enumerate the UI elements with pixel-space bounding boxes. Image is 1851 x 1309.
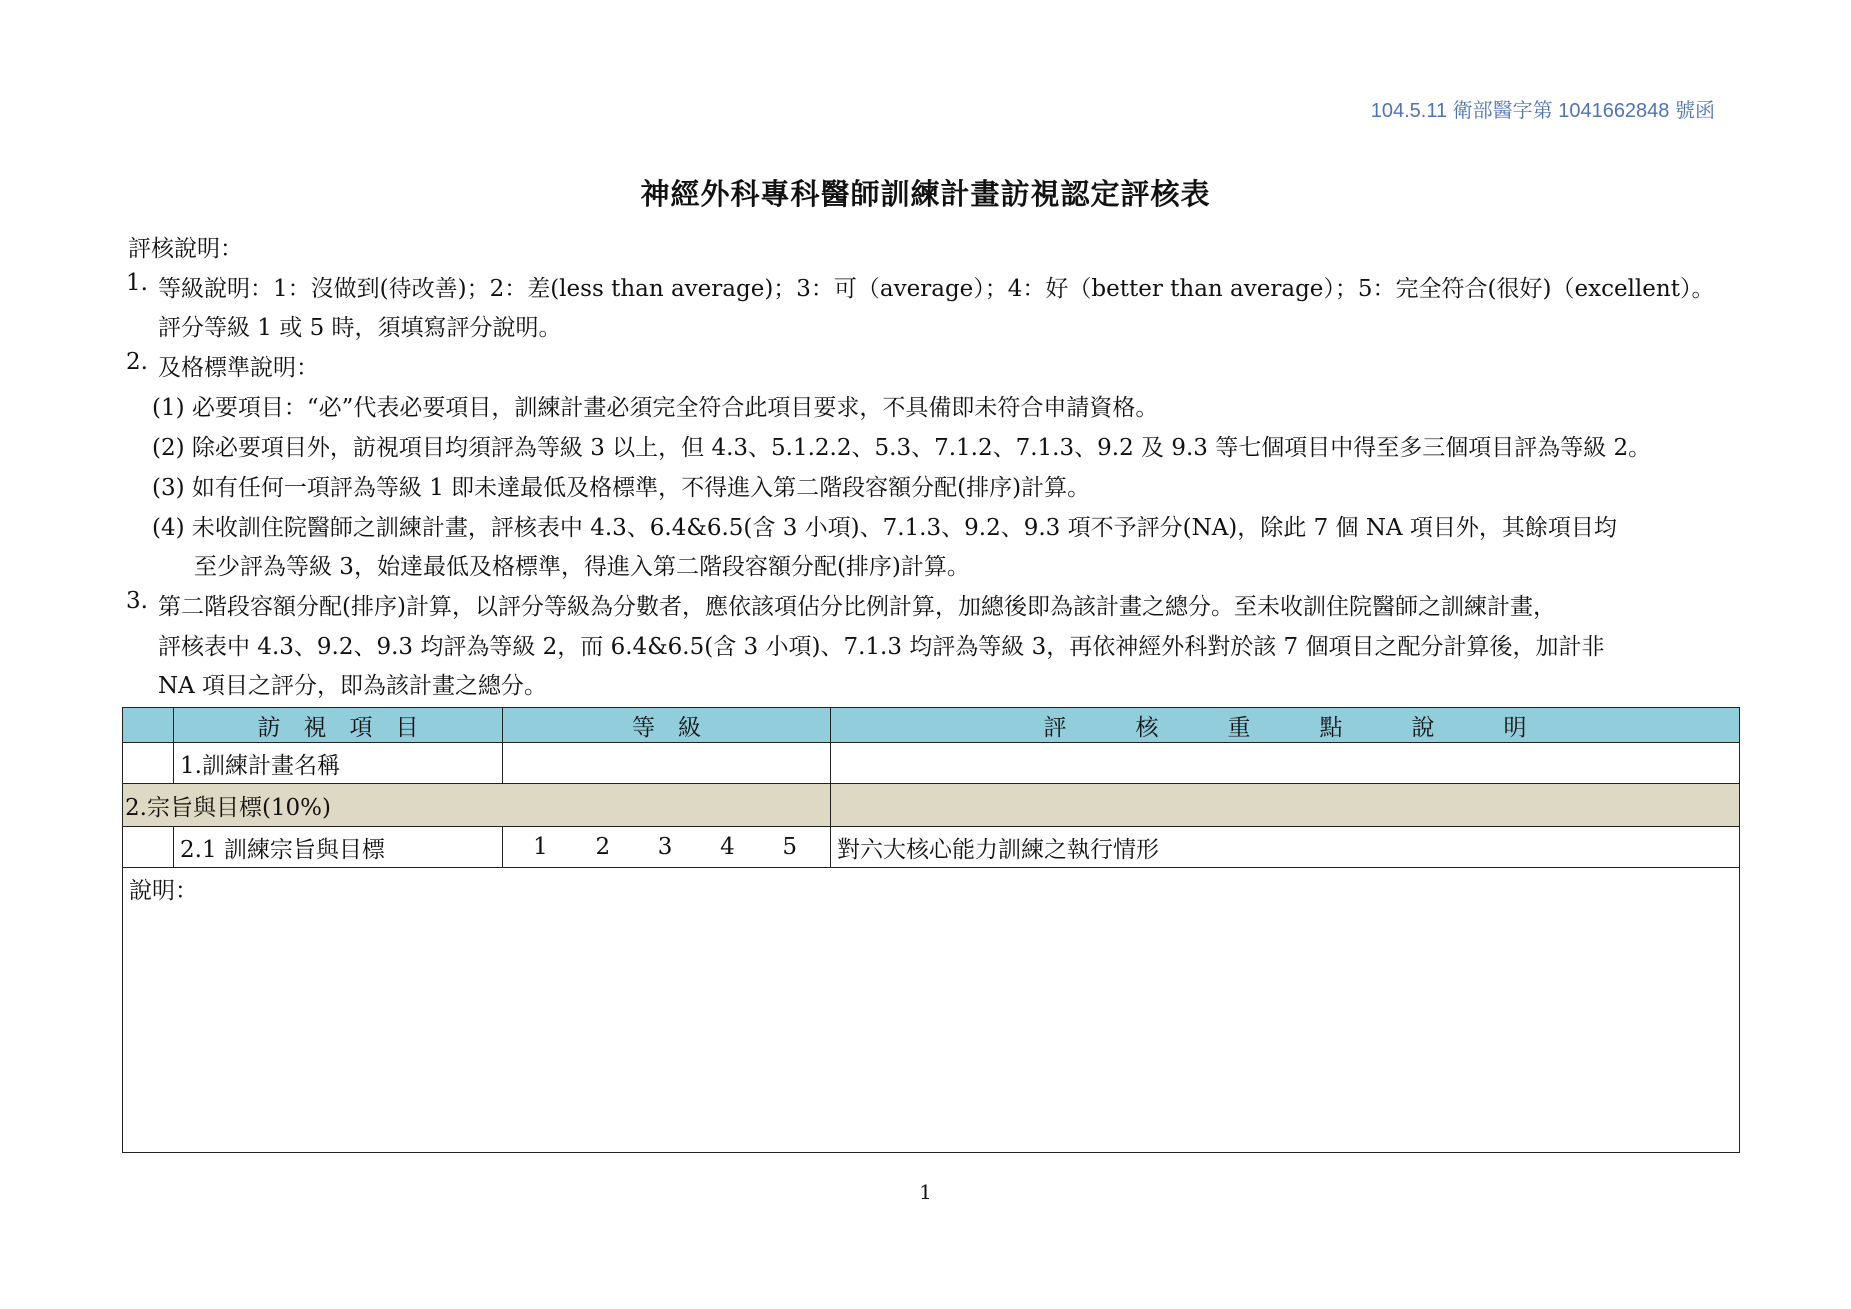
sub-item-1: (1) 必要項目：“必”代表必要項目，訓練計畫必須完全符合此項目要求，不具備即未符合申請資格。 bbox=[152, 395, 1159, 421]
page-number: 1 bbox=[919, 1180, 932, 1204]
evaluation-table bbox=[122, 707, 1740, 1153]
row-index-cell bbox=[123, 827, 174, 868]
item-2-1-label: 2.1 訓練宗旨與目標 bbox=[174, 827, 503, 868]
item-3-text: 第二階段容額分配(排序)計算，以評分等級為分數者，應依該項佔分比例計算，加總後即為該計畫之總分。至未收訓住院醫師之訓練計畫， bbox=[158, 594, 1556, 620]
item-2-number: 2. bbox=[126, 349, 148, 375]
grade-option-2[interactable]: 2 bbox=[595, 834, 611, 860]
document-reference: 104.5.11 衛部醫字第 1041662848 號函 bbox=[1370, 100, 1715, 122]
item-2-1-description: 對六大核心能力訓練之執行情形 bbox=[831, 827, 1740, 868]
row-index-cell bbox=[123, 743, 174, 784]
notes-row bbox=[123, 868, 1740, 1153]
item-1-text-cont: 評分等級 1 或 5 時，須填寫評分說明。 bbox=[158, 315, 562, 341]
grade-options bbox=[503, 827, 831, 868]
instructions-heading: 評核說明： bbox=[128, 236, 243, 262]
item-3-text-cont: 評核表中 4.3、9.2、9.3 均評為等級 2，而 6.4&6.5(含 3 小項)、7.1.3 均評為等級 3，再依神經外科對於該 7 個項目之配分計算後，加計非 bbox=[158, 634, 1605, 660]
item-3-text-cont-2: NA 項目之評分，即為該計畫之總分。 bbox=[158, 673, 548, 699]
program-name-grade-cell[interactable] bbox=[503, 743, 831, 784]
page-title: 神經外科專科醫師訓練計畫訪視認定評核表 bbox=[640, 177, 1211, 211]
sub-item-2: (2) 除必要項目外，訪視項目均須評為等級 3 以上，但 4.3、5.1.2.2、5.3、7.1.2、7.1.3、9.2 及 9.3 等七個項目中得至多三個項目評為等級 2。 bbox=[152, 435, 1652, 461]
section-title: 2.宗旨與目標(10%) bbox=[123, 784, 831, 827]
grade-option-5[interactable]: 5 bbox=[782, 834, 798, 860]
section-blank-cell bbox=[831, 784, 1740, 827]
notes-cell[interactable] bbox=[123, 868, 1740, 1153]
table-row bbox=[123, 743, 1740, 784]
header-blank-cell bbox=[123, 708, 174, 743]
item-1-number: 1. bbox=[126, 270, 148, 296]
grade-option-4[interactable]: 4 bbox=[720, 834, 735, 860]
sub-item-3: (3) 如有任何一項評為等級 1 即未達最低及格標準，不得進入第二階段容額分配(排序)計算。 bbox=[152, 475, 1091, 501]
grade-option-1[interactable]: 1 bbox=[533, 834, 548, 860]
program-name-label: 1.訓練計畫名稱 bbox=[174, 743, 503, 784]
item-2-text: 及格標準說明： bbox=[158, 355, 319, 381]
header-visit-item: 訪 視 項 目 bbox=[174, 708, 503, 743]
header-grade: 等 級 bbox=[503, 708, 831, 743]
table-header-row bbox=[123, 708, 1740, 743]
item-1-text: 等級說明：1：沒做到(待改善)；2：差(less than average)；3：可（average）；4：好（better than average）；5：完全符合(很好)（excellent）。 bbox=[158, 276, 1715, 302]
program-name-value-cell[interactable] bbox=[831, 743, 1740, 784]
sub-item-4: (4) 未收訓住院醫師之訓練計畫，評核表中 4.3、6.4&6.5(含 3 小項)、7.1.3、9.2、9.3 項不予評分(NA)，除此 7 個 NA 項目外，其餘項目均 bbox=[152, 515, 1617, 541]
notes-label: 說明： bbox=[129, 878, 198, 904]
sub-item-4-cont: 至少評為等級 3，始達最低及格標準，得進入第二階段容額分配(排序)計算。 bbox=[194, 554, 970, 580]
header-evaluation-focus: 評 核 重 點 說 明 bbox=[831, 708, 1740, 743]
grade-option-3[interactable]: 3 bbox=[657, 834, 673, 860]
section-row bbox=[123, 784, 1740, 827]
table-row bbox=[123, 827, 1740, 868]
item-3-number: 3. bbox=[126, 588, 148, 614]
